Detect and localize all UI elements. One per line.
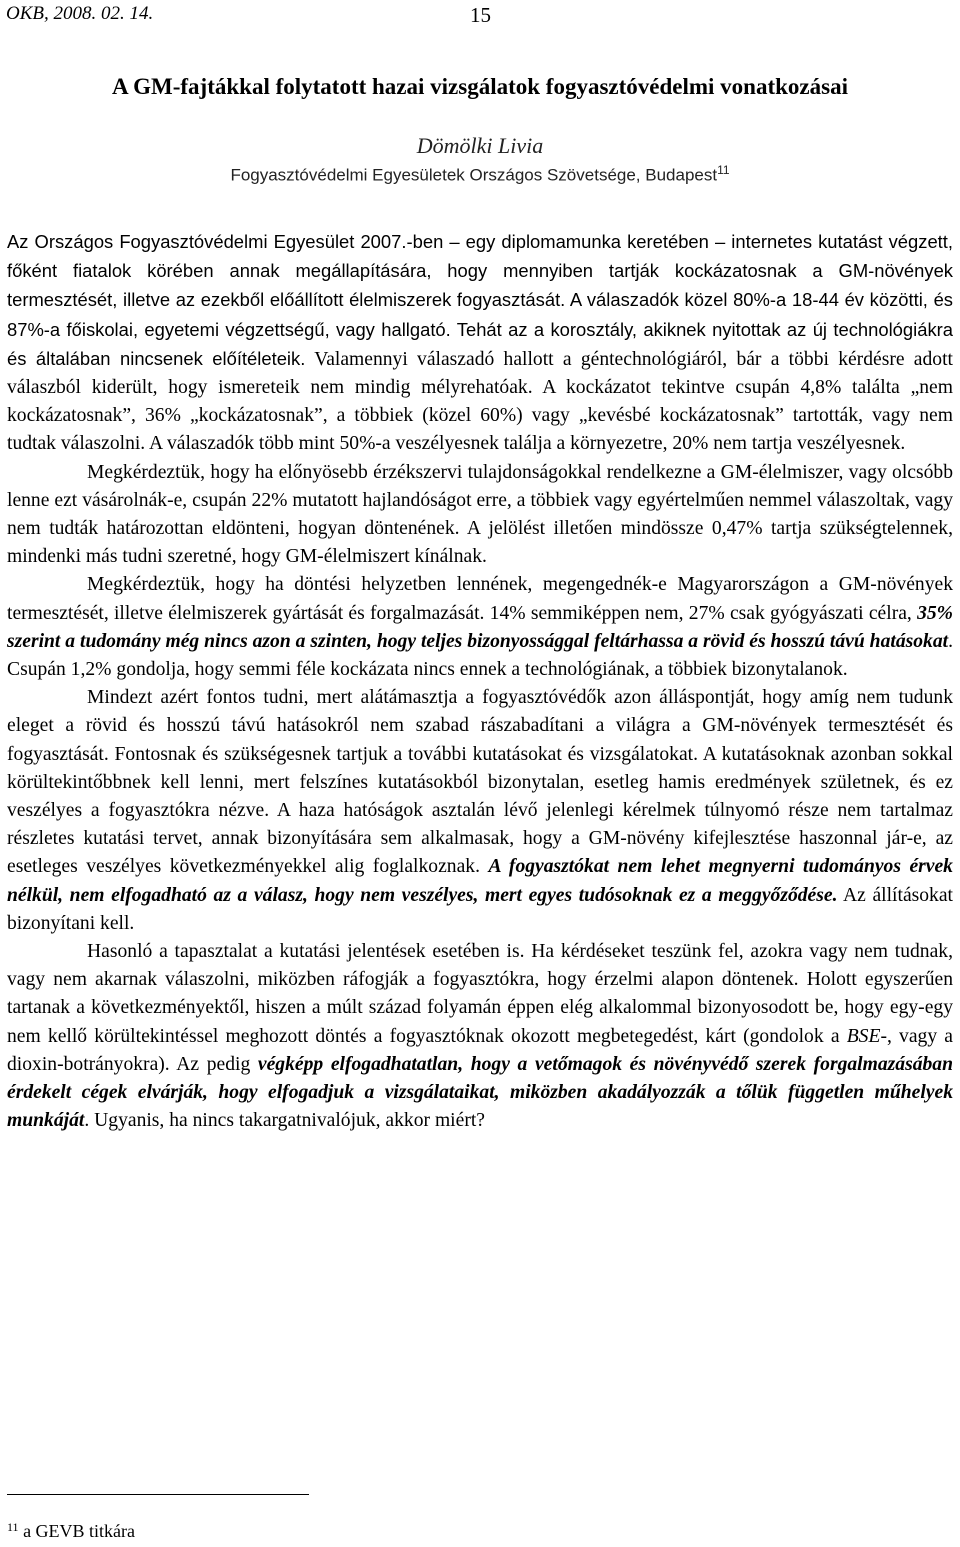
affiliation-text: Fogyasztóvédelmi Egyesületek Országos Szövetsége, Budapest bbox=[230, 165, 718, 185]
paragraph-5-emphasis: végképp elfogadhatatlan, hogy a vetőmagok és növényvédő szerek forgalmazásában érdekelt cégek elvárják, hogy elfogadjuk a vizsgálataikat, miközben akadályozzák a tőlük független műhelyek munkáját bbox=[7, 1053, 953, 1132]
paragraph-4-emphasis: A fogyasztókat nem lehet megnyerni tudományos érvek nélkül, nem elfogadható az a válasz, hogy nem veszélyes, mert egyes tudósoknak ez a meggyőződése. bbox=[7, 856, 953, 906]
paragraph-4 bbox=[7, 684, 953, 938]
page-number: 15 bbox=[470, 3, 491, 27]
paragraph-1-sans-part: Az Országos Fogyasztóvédelmi Egyesület 2007. bbox=[7, 231, 407, 252]
footnote-text: a GEVB titkára bbox=[18, 1521, 136, 1541]
paragraph-4-text-a: Mindezt azért fontos tudni, mert alátámasztja a fogyasztóvédők azon álláspontját, hogy amíg nem tudunk eleget a rövid és hosszú távú hatásokról nem szabad rászabadítani a világra a GM-növények termesztését és fogyasztását. Fontosnak és szükségesnek tartjuk a további kutatásokat és vizsgálatokat. A kutatásoknak azonban sokkal körültekintőbbnek kell lenni, mert felszínes kutatásokból bizonytalan, esetleg hamis eredmények születnek, és ez veszélyes a fogyasztókra nézve. A haza hatóságok asztalán lévő jelenlegi kérelmek túlnyomó része nem tartalmaz részletes kutatási tervet, annak bizonyítására sem alkalmasak, hogy a GM-növény kifejlesztése haszonnal jár-e, az esetleges veszélyes következményekkel alig foglalkoznak. bbox=[7, 687, 953, 878]
running-header-journal: OKB, 2008. 02. 14. bbox=[6, 3, 154, 24]
footnote-number: 11 bbox=[7, 1520, 19, 1534]
paragraph-5-text-b: -, vagy a dioxin-botrányokra). Az pedig bbox=[7, 1025, 953, 1075]
footnote-separator bbox=[7, 1494, 309, 1495]
paragraph-3-text-c: . Csupán 1,2% gondolja, hogy semmi féle kockázata nincs ennek a technológiának, a többiek bizonytalanok. bbox=[7, 630, 953, 681]
footnote bbox=[7, 1516, 135, 1542]
paragraph-5-bse: BSE bbox=[846, 1025, 881, 1047]
paragraph-5 bbox=[7, 938, 953, 1135]
article-body bbox=[7, 228, 953, 1136]
author-affiliation bbox=[0, 159, 960, 187]
paragraph-1-serif-part: Valamennyi válaszadó hallott a géntechnológiáról, bár a többi kérdésre adott válaszból kiderült, hogy ismereteik nem mindig mélyrehatóak. A kockázatot tekintve csupán 4,8% találta „nem kockázatosnak”, 36% „kockázatosnak”, a többiek (közel 60%) vagy „kevésbé kockázatosnak” tartották, vagy nem tudtak válaszolni. A válaszadók több mint 50%-a veszélyesnek találja a környezetre, 20% nem tartja veszélyesnek. bbox=[7, 348, 953, 455]
article-title: A GM-fajtákkal folytatott hazai vizsgálatok fogyasztóvédelmi vonatkozásai bbox=[112, 74, 848, 99]
article-author: Dömölki Livia bbox=[416, 133, 544, 158]
paragraph-3-text-a: Megkérdeztük, hogy ha döntési helyzetben lennének, megengednék-e Magyarországon a GM-növények termesztését, illetve élelmiszerek gyártását és forgalmazását. 14% semmiképpen nem, 27% csak gyógyászati célra, bbox=[7, 574, 953, 624]
paragraph-4-text-c: Az állításokat bizonyítani kell. bbox=[7, 884, 953, 934]
paragraph-5-text-d: . Ugyanis, ha nincs takargatnivalójuk, akkor miért? bbox=[84, 1110, 485, 1132]
paragraph-3 bbox=[7, 571, 953, 684]
footnote-reference: 11 bbox=[717, 163, 730, 177]
paragraph-2: Megkérdeztük, hogy ha előnyösebb érzékszervi tulajdonságokkal rendelkezne a GM-élelmiszer, vagy olcsóbb lenne ezt vásárolnák-e, csupán 22% mutatott hajlandóságot erre, a többiek vagy egyértelműen nemmel válaszoltak, vagy nem tudták határozottan eldönteni, hogyan döntenének. A jelölést illetően mindössze 0,47% tartja szükségtelennek, mindenki más tudni szeretné, hogy GM-élelmiszert kínálnak. bbox=[7, 461, 953, 568]
paragraph-1-sans-continuation: -ben – egy diplomamunka keretében – internetes kutatást végzett, főként fiatalok körében annak megállapítására, hogy mennyiben tartják kockázatosnak a GM-növények termesztését, illetve az ezekből előállított élelmiszerek fogyasztását. A válaszadók közel 80%-a 18-44 év közötti, és 87%-a főiskolai, egyetemi végzettségű, vagy hallgató. Tehát az a korosztály, akiknek nyitottak az új technológiákra és általában nincsenek előítéleteik. bbox=[7, 231, 953, 369]
paragraph-3-emphasis: 35% szerint a tudomány még nincs azon a szinten, hogy teljes bizonyossággal feltárhassa a rövid és hosszú távú hatásokat bbox=[7, 602, 953, 652]
paragraph-1 bbox=[7, 228, 953, 459]
paragraph-5-text-a: Hasonló a tapasztalat a kutatási jelentések esetében is. Ha kérdéseket teszünk fel, azokra vagy nem tudnak, vagy nem akarnak válaszolni, miközben ráfogják a fogyasztókra, hogy érzelmi alapon döntenek. Holott egyszerűen tartanak a következményektől, hiszen a múlt század folyamán éppen elég alkalommal bizonyosodott be, hogy egy-egy nem kellő körültekintéssel meghozott döntés a fogyasztóknak okozott megbetegedést, kárt (gondolok a bbox=[7, 941, 953, 1047]
